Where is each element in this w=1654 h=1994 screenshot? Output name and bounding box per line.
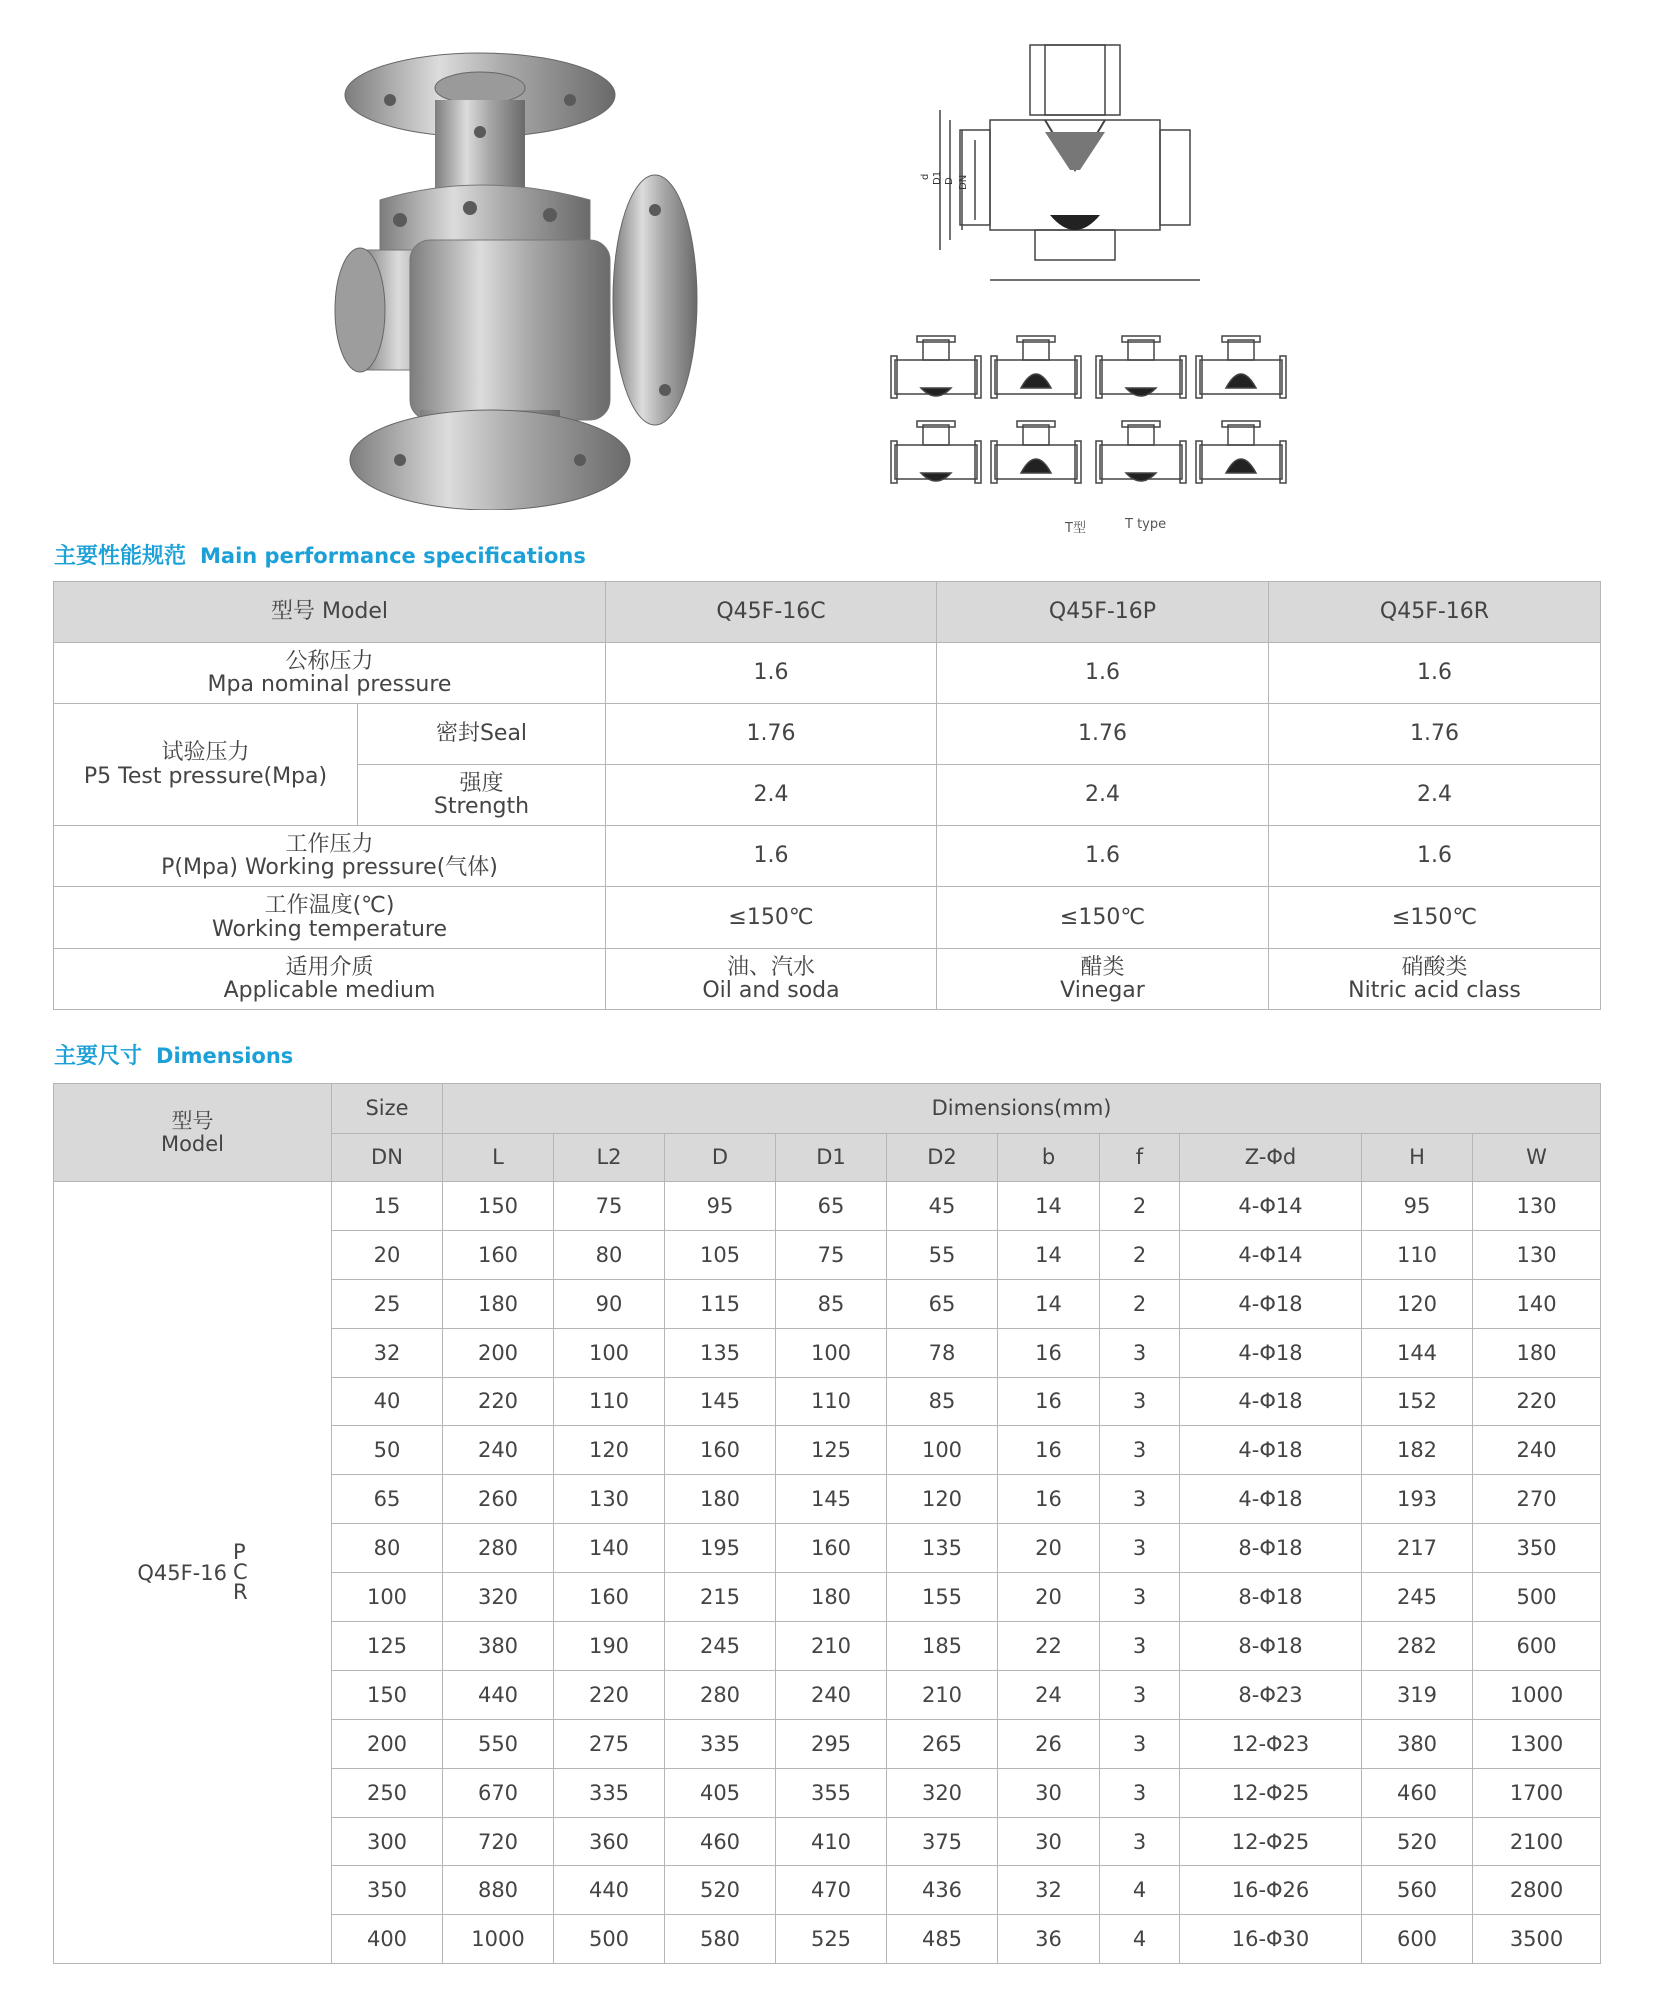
table-cell: 26 bbox=[998, 1719, 1100, 1768]
table-cell: 24 bbox=[998, 1670, 1100, 1719]
table-cell: 320 bbox=[887, 1768, 998, 1817]
table-cell: 110 bbox=[554, 1377, 665, 1426]
model-suffix-letter: C bbox=[232, 1559, 248, 1584]
table-cell: 90 bbox=[554, 1279, 665, 1328]
table-cell: 78 bbox=[887, 1328, 998, 1377]
table-cell: 8-Φ18 bbox=[1180, 1622, 1362, 1671]
table-cell: 25 bbox=[332, 1279, 443, 1328]
flow-position-icon bbox=[891, 336, 981, 398]
table-cell: 120 bbox=[1362, 1279, 1473, 1328]
table-cell: 22 bbox=[998, 1622, 1100, 1671]
sub-label: 密封Seal bbox=[358, 704, 606, 765]
table-cell: 295 bbox=[776, 1719, 887, 1768]
table-cell: 210 bbox=[776, 1622, 887, 1671]
table-cell: 100 bbox=[887, 1426, 998, 1475]
model-cell bbox=[54, 1182, 332, 1964]
column-header: L2 bbox=[554, 1134, 665, 1182]
model-header: 型号 Model bbox=[54, 1084, 332, 1182]
table-cell: 182 bbox=[1362, 1426, 1473, 1475]
table-cell: 195 bbox=[665, 1524, 776, 1573]
table-cell: 245 bbox=[665, 1622, 776, 1671]
table-cell: 36 bbox=[998, 1915, 1100, 1964]
table-cell: 335 bbox=[554, 1768, 665, 1817]
table-cell: 12-Φ25 bbox=[1180, 1817, 1362, 1866]
table-cell: 8-Φ23 bbox=[1180, 1670, 1362, 1719]
table-cell: 3 bbox=[1100, 1670, 1180, 1719]
column-header: D2 bbox=[887, 1134, 998, 1182]
table-cell: 440 bbox=[443, 1670, 554, 1719]
cell: 硝酸类 Nitric acid class bbox=[1269, 949, 1601, 1010]
table-cell: 45 bbox=[887, 1182, 998, 1231]
table-cell: 3 bbox=[1100, 1817, 1180, 1866]
cell: 1.76 bbox=[937, 704, 1269, 765]
working-pressure-row bbox=[54, 826, 1601, 887]
model-value: Q45F-16 bbox=[137, 1560, 227, 1585]
dim-title-cn: 主要尺寸 bbox=[54, 1044, 143, 1069]
caption-cn: T型 bbox=[1065, 521, 1086, 536]
cell: 1.6 bbox=[937, 826, 1269, 887]
column-header: D bbox=[665, 1134, 776, 1182]
table-cell: 160 bbox=[776, 1524, 887, 1573]
table-cell: 185 bbox=[887, 1622, 998, 1671]
table-cell: 95 bbox=[665, 1182, 776, 1231]
table-cell: 410 bbox=[776, 1817, 887, 1866]
model-name: Q45F-16R bbox=[1269, 582, 1601, 643]
spec-header-row bbox=[54, 582, 1601, 643]
table-cell: 190 bbox=[554, 1622, 665, 1671]
cell: 醋类 Vinegar bbox=[937, 949, 1269, 1010]
dimensions-table bbox=[53, 1083, 1601, 1964]
table-cell: 3 bbox=[1100, 1573, 1180, 1622]
flow-position-icon bbox=[1096, 421, 1186, 483]
table-cell: 280 bbox=[443, 1524, 554, 1573]
table-cell: 335 bbox=[665, 1719, 776, 1768]
table-cell: 16 bbox=[998, 1475, 1100, 1524]
table-cell: 240 bbox=[443, 1426, 554, 1475]
table-cell: 600 bbox=[1473, 1622, 1601, 1671]
table-cell: 460 bbox=[1362, 1768, 1473, 1817]
table-cell: 550 bbox=[443, 1719, 554, 1768]
table-cell: 105 bbox=[665, 1230, 776, 1279]
test-seal-row bbox=[54, 704, 1601, 765]
table-cell: 400 bbox=[332, 1915, 443, 1964]
flow-position-icon bbox=[991, 336, 1081, 398]
cell: 1.6 bbox=[1269, 643, 1601, 704]
table-cell: 2 bbox=[1100, 1182, 1180, 1231]
table-cell: 55 bbox=[887, 1230, 998, 1279]
table-cell: 40 bbox=[332, 1377, 443, 1426]
table-cell: 125 bbox=[776, 1426, 887, 1475]
column-header: DN bbox=[332, 1134, 443, 1182]
table-cell: 270 bbox=[1473, 1475, 1601, 1524]
row-label: 试验压力 P5 Test pressure(Mpa) bbox=[54, 704, 358, 826]
table-cell: 3500 bbox=[1473, 1915, 1601, 1964]
table-cell: 160 bbox=[554, 1573, 665, 1622]
table-cell: 3 bbox=[1100, 1377, 1180, 1426]
model-suffix bbox=[232, 1539, 248, 1604]
spec-section-title bbox=[54, 539, 586, 570]
dim-label: d bbox=[920, 173, 931, 180]
cell: 1.6 bbox=[606, 643, 937, 704]
table-cell: 193 bbox=[1362, 1475, 1473, 1524]
table-cell: 110 bbox=[1362, 1230, 1473, 1279]
dim-header-row-1 bbox=[54, 1084, 1601, 1134]
model-name: Q45F-16C bbox=[606, 582, 937, 643]
column-header: Z-Φd bbox=[1180, 1134, 1362, 1182]
cell: 油、汽水 Oil and soda bbox=[606, 949, 937, 1010]
table-cell: 380 bbox=[443, 1622, 554, 1671]
cell: 1.6 bbox=[1269, 826, 1601, 887]
table-cell: 3 bbox=[1100, 1622, 1180, 1671]
column-header: H bbox=[1362, 1134, 1473, 1182]
table-cell: 436 bbox=[887, 1866, 998, 1915]
dim-label: D1 bbox=[932, 170, 943, 185]
table-cell: 145 bbox=[776, 1475, 887, 1524]
table-cell: 282 bbox=[1362, 1622, 1473, 1671]
cell: 1.6 bbox=[937, 643, 1269, 704]
table-cell: 8-Φ18 bbox=[1180, 1573, 1362, 1622]
caption-en: T type bbox=[1125, 517, 1167, 532]
table-cell: 150 bbox=[332, 1670, 443, 1719]
table-cell: 4-Φ18 bbox=[1180, 1279, 1362, 1328]
working-temp-row bbox=[54, 887, 1601, 949]
table-cell: 152 bbox=[1362, 1377, 1473, 1426]
table-cell: 65 bbox=[332, 1475, 443, 1524]
table-cell: 220 bbox=[554, 1670, 665, 1719]
column-header: b bbox=[998, 1134, 1100, 1182]
table-cell: 380 bbox=[1362, 1719, 1473, 1768]
table-cell: 265 bbox=[887, 1719, 998, 1768]
flow-position-icon bbox=[1196, 421, 1286, 483]
dim-label: D bbox=[944, 177, 955, 185]
table-cell: 115 bbox=[665, 1279, 776, 1328]
table-cell: 120 bbox=[887, 1475, 998, 1524]
table-cell: 180 bbox=[443, 1279, 554, 1328]
table-cell: 15 bbox=[332, 1182, 443, 1231]
spec-title-cn: 主要性能规范 bbox=[54, 544, 187, 569]
table-cell: 20 bbox=[998, 1573, 1100, 1622]
table-cell: 16 bbox=[998, 1377, 1100, 1426]
row-label: 工作压力 P(Mpa) Working pressure(气体) bbox=[54, 826, 606, 887]
table-cell: 30 bbox=[998, 1768, 1100, 1817]
table-cell: 16-Φ30 bbox=[1180, 1915, 1362, 1964]
row-label: 公称压力 Mpa nominal pressure bbox=[54, 643, 606, 704]
table-cell: 120 bbox=[554, 1426, 665, 1475]
table-cell: 125 bbox=[332, 1622, 443, 1671]
spec-table bbox=[53, 581, 1601, 1010]
table-cell: 130 bbox=[1473, 1182, 1601, 1231]
sub-label: 强度 Strength bbox=[358, 765, 606, 826]
table-cell: 14 bbox=[998, 1182, 1100, 1231]
table-cell: 135 bbox=[665, 1328, 776, 1377]
table-cell: 16-Φ26 bbox=[1180, 1866, 1362, 1915]
flow-position-diagrams bbox=[890, 335, 1290, 505]
table-cell: 319 bbox=[1362, 1670, 1473, 1719]
table-cell: 3 bbox=[1100, 1328, 1180, 1377]
cell: ≤150℃ bbox=[937, 887, 1269, 949]
table-cell: 1000 bbox=[443, 1915, 554, 1964]
table-cell: 110 bbox=[776, 1377, 887, 1426]
table-cell: 360 bbox=[554, 1817, 665, 1866]
table-cell: 4-Φ18 bbox=[1180, 1426, 1362, 1475]
table-cell: 4-Φ14 bbox=[1180, 1230, 1362, 1279]
table-cell: 180 bbox=[665, 1475, 776, 1524]
table-cell: 350 bbox=[1473, 1524, 1601, 1573]
table-cell: 275 bbox=[554, 1719, 665, 1768]
table-cell: 30 bbox=[998, 1817, 1100, 1866]
table-cell: 320 bbox=[443, 1573, 554, 1622]
table-cell: 200 bbox=[443, 1328, 554, 1377]
dim-label: DN bbox=[958, 174, 969, 190]
column-header: L bbox=[443, 1134, 554, 1182]
table-cell: 4-Φ18 bbox=[1180, 1328, 1362, 1377]
table-cell: 85 bbox=[776, 1279, 887, 1328]
model-header: 型号 Model bbox=[54, 582, 606, 643]
cell: 1.6 bbox=[606, 826, 937, 887]
table-cell: 4-Φ18 bbox=[1180, 1377, 1362, 1426]
table-cell: 32 bbox=[998, 1866, 1100, 1915]
table-cell: 14 bbox=[998, 1279, 1100, 1328]
table-cell: 2100 bbox=[1473, 1817, 1601, 1866]
row-label: 适用介质 Applicable medium bbox=[54, 949, 606, 1010]
table-cell: 217 bbox=[1362, 1524, 1473, 1573]
table-cell: 20 bbox=[332, 1230, 443, 1279]
table-cell: 2 bbox=[1100, 1230, 1180, 1279]
table-cell: 85 bbox=[887, 1377, 998, 1426]
table-cell: 65 bbox=[776, 1182, 887, 1231]
cell: 1.76 bbox=[1269, 704, 1601, 765]
table-cell: 200 bbox=[332, 1719, 443, 1768]
table-cell: 3 bbox=[1100, 1475, 1180, 1524]
table-cell: 240 bbox=[1473, 1426, 1601, 1475]
table-cell: 12-Φ25 bbox=[1180, 1768, 1362, 1817]
table-cell: 280 bbox=[665, 1670, 776, 1719]
table-cell: 1300 bbox=[1473, 1719, 1601, 1768]
table-cell: 12-Φ23 bbox=[1180, 1719, 1362, 1768]
table-cell: 180 bbox=[776, 1573, 887, 1622]
table-cell: 95 bbox=[1362, 1182, 1473, 1231]
table-cell: 80 bbox=[554, 1230, 665, 1279]
cell: ≤150℃ bbox=[606, 887, 937, 949]
table-cell: 100 bbox=[554, 1328, 665, 1377]
table-cell: 4-Φ14 bbox=[1180, 1182, 1362, 1231]
dimensions-header: Dimensions(mm) bbox=[443, 1084, 1601, 1134]
table-cell: 500 bbox=[554, 1915, 665, 1964]
table-cell: 880 bbox=[443, 1866, 554, 1915]
cell: 2.4 bbox=[937, 765, 1269, 826]
cell: ≤150℃ bbox=[1269, 887, 1601, 949]
table-cell: 130 bbox=[554, 1475, 665, 1524]
table-cell: 140 bbox=[554, 1524, 665, 1573]
flow-position-icon bbox=[1196, 336, 1286, 398]
table-cell: 65 bbox=[887, 1279, 998, 1328]
size-header: Size bbox=[332, 1084, 443, 1134]
table-cell: 375 bbox=[887, 1817, 998, 1866]
model-name: Q45F-16P bbox=[937, 582, 1269, 643]
table-cell: 14 bbox=[998, 1230, 1100, 1279]
column-header: W bbox=[1473, 1134, 1601, 1182]
table-cell: 145 bbox=[665, 1377, 776, 1426]
table-cell: 16 bbox=[998, 1426, 1100, 1475]
flow-position-icon bbox=[1096, 336, 1186, 398]
table-cell: 50 bbox=[332, 1426, 443, 1475]
column-header: D1 bbox=[776, 1134, 887, 1182]
dim-section-title bbox=[54, 1039, 293, 1070]
table-cell: 75 bbox=[776, 1230, 887, 1279]
table-cell: 4 bbox=[1100, 1866, 1180, 1915]
table-cell: 3 bbox=[1100, 1524, 1180, 1573]
table-cell: 245 bbox=[1362, 1573, 1473, 1622]
table-cell: 130 bbox=[1473, 1230, 1601, 1279]
flow-position-icon bbox=[991, 421, 1081, 483]
table-cell: 220 bbox=[443, 1377, 554, 1426]
table-cell: 560 bbox=[1362, 1866, 1473, 1915]
table-cell: 32 bbox=[332, 1328, 443, 1377]
table-cell: 150 bbox=[443, 1182, 554, 1231]
table-cell: 140 bbox=[1473, 1279, 1601, 1328]
table-cell: 3 bbox=[1100, 1719, 1180, 1768]
table-cell: 220 bbox=[1473, 1377, 1601, 1426]
table-cell: 180 bbox=[1473, 1328, 1601, 1377]
table-cell: 440 bbox=[554, 1866, 665, 1915]
table-row bbox=[54, 1182, 1601, 1231]
table-cell: 2 bbox=[1100, 1279, 1180, 1328]
table-cell: 500 bbox=[1473, 1573, 1601, 1622]
cross-section-diagram bbox=[920, 40, 1240, 300]
table-cell: 260 bbox=[443, 1475, 554, 1524]
table-cell: 160 bbox=[443, 1230, 554, 1279]
table-cell: 720 bbox=[443, 1817, 554, 1866]
table-cell: 355 bbox=[776, 1768, 887, 1817]
table-cell: 250 bbox=[332, 1768, 443, 1817]
table-cell: 2800 bbox=[1473, 1866, 1601, 1915]
table-cell: 300 bbox=[332, 1817, 443, 1866]
table-cell: 210 bbox=[887, 1670, 998, 1719]
table-cell: 4 bbox=[1100, 1915, 1180, 1964]
table-cell: 160 bbox=[665, 1426, 776, 1475]
table-cell: 80 bbox=[332, 1524, 443, 1573]
table-cell: 600 bbox=[1362, 1915, 1473, 1964]
medium-row bbox=[54, 949, 1601, 1010]
cell: 1.76 bbox=[606, 704, 937, 765]
table-cell: 405 bbox=[665, 1768, 776, 1817]
table-cell: 155 bbox=[887, 1573, 998, 1622]
table-cell: 100 bbox=[776, 1328, 887, 1377]
table-cell: 100 bbox=[332, 1573, 443, 1622]
table-cell: 215 bbox=[665, 1573, 776, 1622]
table-cell: 3 bbox=[1100, 1426, 1180, 1475]
table-cell: 8-Φ18 bbox=[1180, 1524, 1362, 1573]
table-cell: 525 bbox=[776, 1915, 887, 1964]
table-cell: 1700 bbox=[1473, 1768, 1601, 1817]
table-cell: 240 bbox=[776, 1670, 887, 1719]
table-cell: 3 bbox=[1100, 1768, 1180, 1817]
model-suffix-letter: P bbox=[232, 1539, 246, 1564]
row-label: 工作温度(℃) Working temperature bbox=[54, 887, 606, 949]
column-header: f bbox=[1100, 1134, 1180, 1182]
cell: 2.4 bbox=[1269, 765, 1601, 826]
flow-position-icon bbox=[891, 421, 981, 483]
table-cell: 75 bbox=[554, 1182, 665, 1231]
model-suffix-letter: R bbox=[232, 1579, 248, 1604]
nominal-pressure-row bbox=[54, 643, 1601, 704]
dim-title-en: Dimensions bbox=[156, 1044, 294, 1068]
table-cell: 135 bbox=[887, 1524, 998, 1573]
table-cell: 520 bbox=[1362, 1817, 1473, 1866]
valve-photo bbox=[320, 40, 720, 510]
table-cell: 460 bbox=[665, 1817, 776, 1866]
table-cell: 20 bbox=[998, 1524, 1100, 1573]
table-cell: 1000 bbox=[1473, 1670, 1601, 1719]
table-cell: 485 bbox=[887, 1915, 998, 1964]
table-cell: 670 bbox=[443, 1768, 554, 1817]
table-cell: 470 bbox=[776, 1866, 887, 1915]
table-cell: 4-Φ18 bbox=[1180, 1475, 1362, 1524]
table-cell: 580 bbox=[665, 1915, 776, 1964]
table-cell: 144 bbox=[1362, 1328, 1473, 1377]
spec-title-en: Main performance specifications bbox=[200, 544, 586, 568]
table-cell: 520 bbox=[665, 1866, 776, 1915]
table-cell: 16 bbox=[998, 1328, 1100, 1377]
cell: 2.4 bbox=[606, 765, 937, 826]
table-cell: 350 bbox=[332, 1866, 443, 1915]
